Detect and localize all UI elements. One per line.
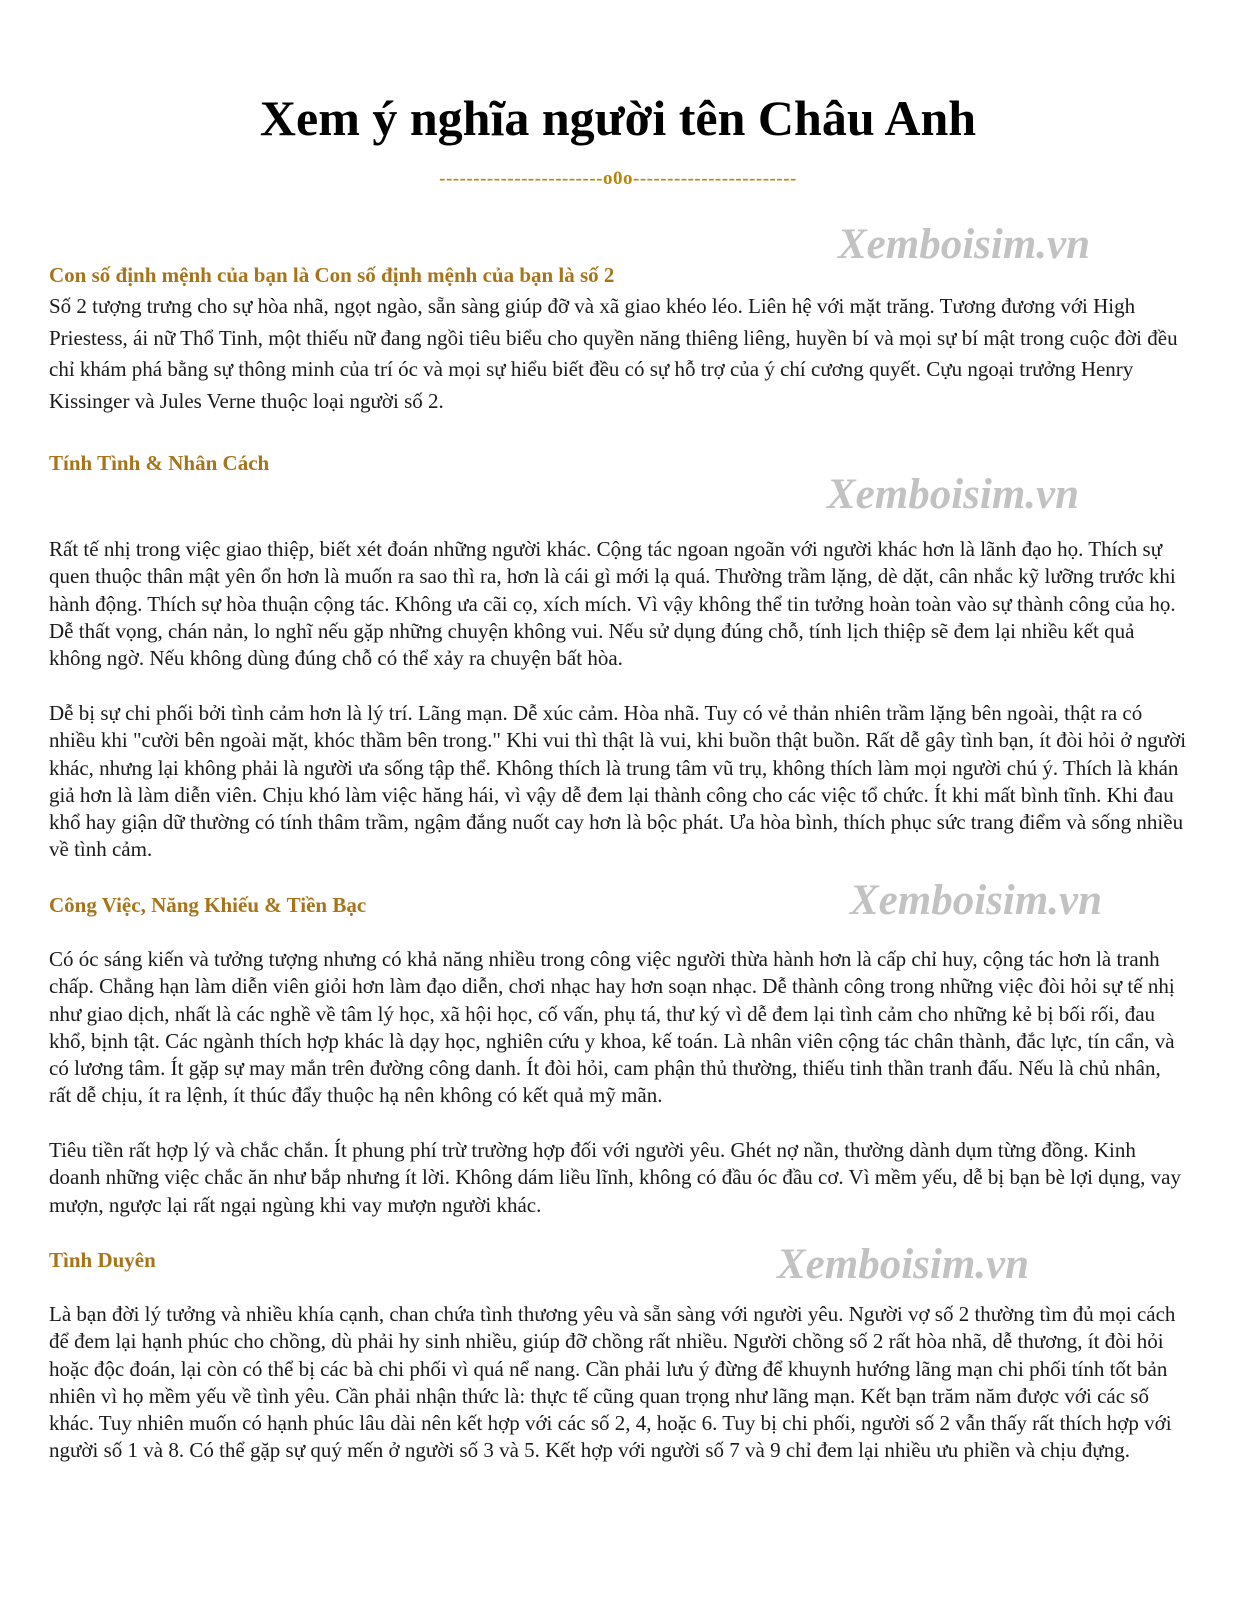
section-heading-destiny-number: Con số định mệnh của bạn là Con số định mệnh của bạn là số 2	[49, 263, 615, 287]
section-heading-work-talent-money: Công Việc, Năng Khiếu & Tiền Bạc	[49, 893, 367, 917]
section-paragraph: Số 2 tượng trưng cho sự hòa nhã, ngọt ngào, sẵn sàng giúp đỡ và xã giao khéo léo. Liên hệ với mặt trăng. Tương đương với High Priestess, ái nữ Thổ Tinh, một thiếu nữ đang ngồi tiêu biểu cho quyền năng thiêng liêng, huyền bí và mọi sự bí mật trong cuộc đời đều chỉ khám phá bằng sự thông minh của trí óc và mọi sự hiểu biết đều có sự hỗ trợ của ý chí cương quyết. Cựu ngoại trưởng Henry Kissinger và Jules Verne thuộc loại người số 2.	[49, 294, 1178, 413]
section-paragraph: Tiêu tiền rất hợp lý và chắc chắn. Ít phung phí trừ trường hợp đối với người yêu. Ghét nợ nần, thường dành dụm từng đồng. Kinh doanh những việc chắc ăn như bắp nhưng ít lời. Không dám liều lĩnh, không có đầu óc đầu cơ. Vì mềm yếu, dễ bị bạn bè lợi dụng, vay mượn, ngược lại rất ngại ngùng khi vay mượn người khác.	[49, 1138, 1182, 1217]
section-heading-love: Tình Duyên	[49, 1248, 156, 1272]
section-heading-personality: Tính Tình & Nhân Cách	[49, 451, 270, 475]
page-title: Xem ý nghĩa người tên Châu Anh	[259, 90, 977, 146]
watermark-logo: Xemboisim.vn	[827, 471, 1080, 518]
section-paragraph: Là bạn đời lý tưởng và nhiều khía cạnh, chan chứa tình thương yêu và sẵn sàng với người yêu. Người vợ số 2 thường tìm đủ mọi cách để đem lại hạnh phúc cho chồng, dù phải hy sinh nhiều, giúp đỡ chồng rất nhiều. Người chồng số 2 rất hòa nhã, dễ thương, ít đòi hỏi hoặc độc đoán, lại còn có thể bị các bà chi phối vì quá nể nang. Cần phải lưu ý đừng để khuynh hướng lãng mạn chi phối tính tốt bản nhiên vì họ mềm yếu về tình yêu. Cần phải nhận thức là: thực tế cũng quan trọng như lãng mạn. Kết bạn trăm năm được với các số khác. Tuy nhiên muốn có hạnh phúc lâu dài nên kết hợp với các số 2, 4, hoặc 6. Tuy bị chi phối, người số 2 vẫn thấy rất thích hợp với người số 1 và 8. Có thể gặp sự quý mến ở người số 3 và 5. Kết hợp với người số 7 và 9 chỉ đem lại nhiều ưu phiền và chịu đựng.	[49, 1302, 1176, 1463]
section-paragraph: Rất tế nhị trong việc giao thiệp, biết xét đoán những người khác. Cộng tác ngoan ngoãn với người khác hơn là lãnh đạo họ. Thích sự quen thuộc thân mật yên ổn hơn là muốn ra sao thì ra, hơn là cái gì mới lạ quá. Thường trầm lặng, dè dặt, cân nhắc kỹ lưỡng trước khi hành động. Thích sự hòa thuận cộng tác. Không ưa cãi cọ, xích mích. Vì vậy không thể tin tưởng hoàn toàn vào sự thành công của họ. Dễ thất vọng, chán nản, lo nghĩ nếu gặp những chuyện không vui. Nếu sử dụng đúng chỗ, tính lịch thiệp sẽ đem lại nhiều kết quả không ngờ. Nếu không dùng đúng chỗ có thể xảy ra chuyện bất hòa.	[49, 537, 1176, 671]
watermark-logo: Xemboisim.vn	[777, 1241, 1030, 1288]
title-divider: ------------------------o0o------------------------	[439, 168, 797, 189]
watermark-logo: Xemboisim.vn	[850, 877, 1103, 924]
section-paragraph: Có óc sáng kiến và tưởng tượng nhưng có khả năng nhiều trong công việc người thừa hành hơn là cấp chỉ huy, cộng tác hơn là tranh chấp. Chẳng hạn làm diễn viên giỏi hơn làm đạo diễn, chơi nhạc hay hơn soạn nhạc. Dễ thành công trong những việc đòi hỏi sự tế nhị như giao dịch, nhất là các nghề về tâm lý học, xã hội học, cố vấn, phụ tá, thư ký vì dễ đem lại tình cảm cho những kẻ bị bối rối, đau khổ, bịnh tật. Các ngành thích hợp khác là dạy học, nghiên cứu y khoa, kế toán. Là nhân viên cộng tác chân thành, đắc lực, tín cẩn, và có lương tâm. Ít gặp sự may mắn trên đường công danh. Ít đòi hỏi, cam phận thủ thường, thiếu tinh thần tranh đấu. Nếu là chủ nhân, rất dễ chịu, ít ra lệnh, ít thúc đẩy thuộc hạ nên không có kết quả mỹ mãn.	[49, 947, 1175, 1108]
section-paragraph: Dễ bị sự chi phối bởi tình cảm hơn là lý trí. Lãng mạn. Dễ xúc cảm. Hòa nhã. Tuy có vẻ thản nhiên trầm lặng bên ngoài, thật ra có nhiều khi "cười bên ngoài mặt, khóc thầm bên trong." Khi vui thì thật là vui, khi buồn thật buồn. Rất dễ gây tình bạn, ít đòi hỏi ở người khác, nhưng lại không phải là người ưa sống tập thể. Không thích là trung tâm vũ trụ, không thích làm mọi người chú ý. Thích là khán giả hơn là làm diễn viên. Chịu khó làm việc hăng hái, vì vậy dễ đem lại thành công cho các việc tổ chức. Ít khi mất bình tĩnh. Khi đau khổ hay giận dữ thường có tính thâm trầm, ngậm đắng nuốt cay hơn là bộc phát. Ưa hòa bình, thích phục sức trang điểm và sống nhiều về tình cảm.	[49, 701, 1187, 862]
watermark-logo: Xemboisim.vn	[838, 221, 1091, 268]
